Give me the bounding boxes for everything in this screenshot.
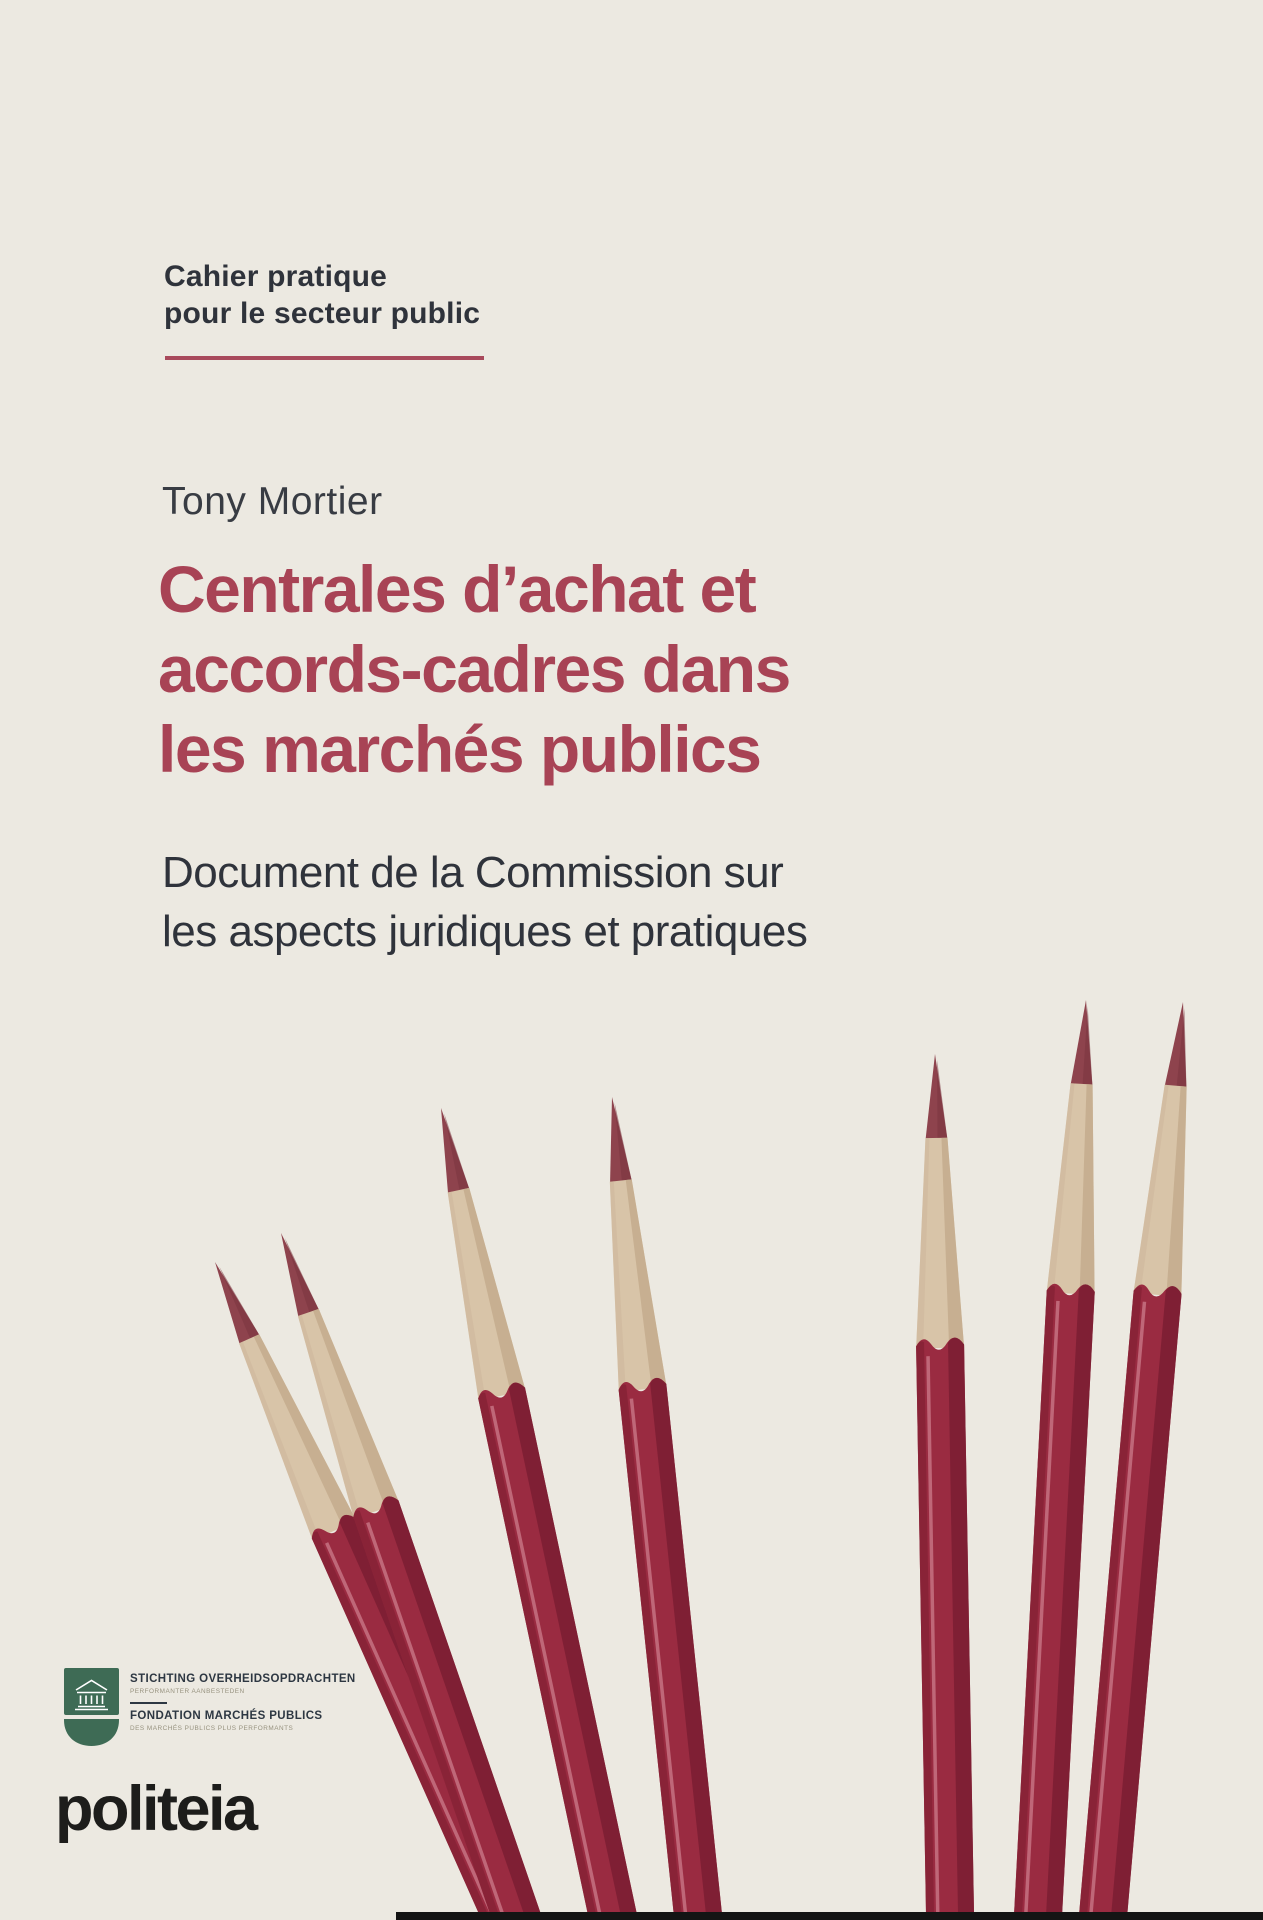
- author-name: Tony Mortier: [162, 480, 383, 523]
- foundation-logo: [64, 1668, 356, 1746]
- foundation-name-nl: STICHTING OVERHEIDSOPDRACHTEN: [130, 1673, 356, 1685]
- title-line-2: accords-cadres dans: [158, 632, 790, 706]
- foundation-tagline-fr: DES MARCHÉS PUBLICS PLUS PERFORMANTS: [130, 1725, 294, 1732]
- bottom-edge-bar: [396, 1912, 1263, 1920]
- title-line-1: Centrales d’achat et: [158, 552, 756, 626]
- title-line-3: les marchés publics: [158, 712, 761, 786]
- foundation-name-fr: FONDATION MARCHÉS PUBLICS: [130, 1710, 323, 1722]
- foundation-divider: [130, 1702, 167, 1704]
- publisher-logo: politeia: [55, 1774, 256, 1844]
- subtitle-line-1: Document de la Commission sur: [162, 848, 784, 897]
- series-line-2: pour le secteur public: [164, 297, 481, 330]
- foundation-tagline-nl: PERFORMANTER AANBESTEDEN: [130, 1688, 245, 1695]
- series-line-1: Cahier pratique: [164, 260, 388, 293]
- temple-shield-icon: [64, 1668, 119, 1746]
- foundation-text: [130, 1668, 356, 1732]
- subtitle-line-2: les aspects juridiques et pratiques: [162, 907, 808, 956]
